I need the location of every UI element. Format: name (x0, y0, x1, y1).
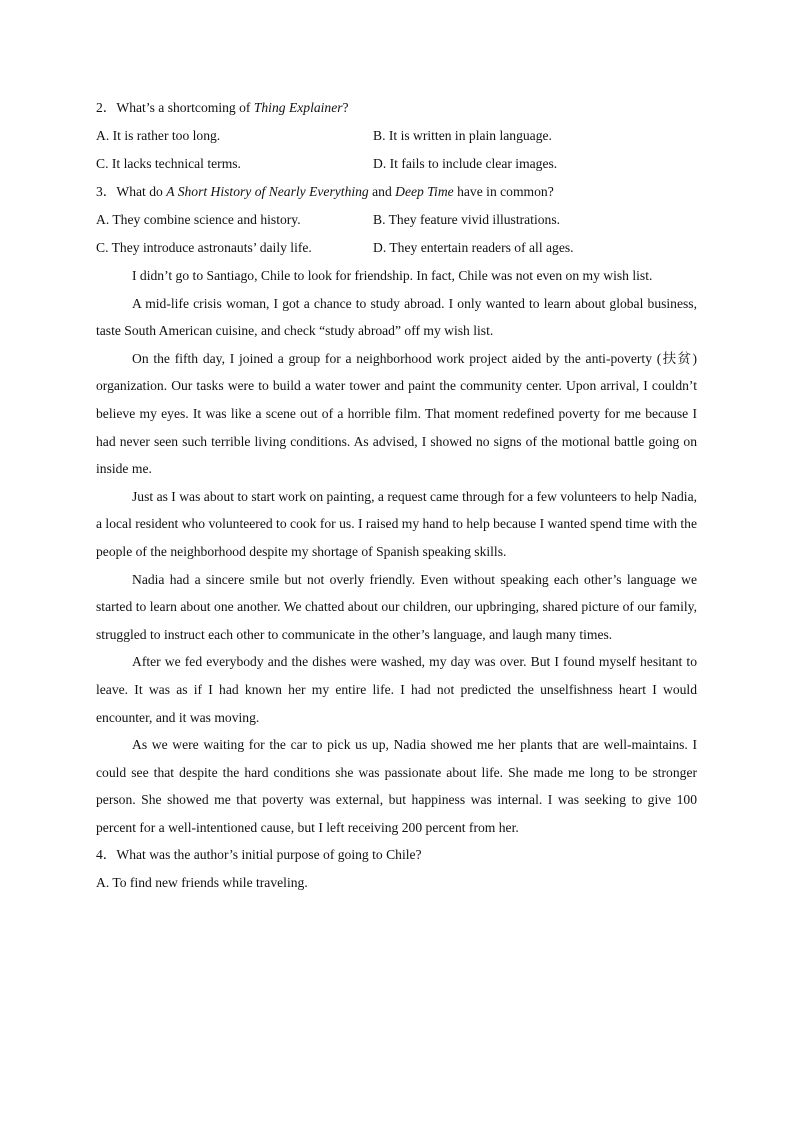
question-3-suffix: have in common? (453, 184, 554, 199)
question-3-mid: and (368, 184, 396, 199)
document-page (96, 94, 697, 897)
question-2-option-c: C. It lacks technical terms. (96, 156, 241, 171)
question-3-option-d: D. They entertain readers of all ages. (373, 240, 574, 255)
question-3-book-title-1: A Short History of Nearly Everything (166, 184, 369, 199)
question-2-option-a: A. It is rather too long. (96, 128, 221, 143)
question-4-option-a: A. To find new friends while traveling. (96, 875, 308, 891)
question-3-option-c: C. They introduce astronauts’ daily life. (96, 240, 312, 255)
question-2-options-row-1 (96, 122, 697, 150)
question-3-book-title-2: Deep Time (395, 184, 454, 199)
question-2 (96, 94, 697, 122)
question-2-option-b: B. It is written in plain language. (373, 128, 552, 143)
passage-paragraph-3: On the fifth day, I joined a group for a neighborhood work project aided by the anti-poverty (扶贫) organization. Our tasks were to build a water tower and paint the community center. Upon arrival, I couldn’t believe my eyes. It was like a scene out of a horrible film. That moment redefined poverty for me because I had never seen such terrible living conditions. As advised, I showed no signs of the motional battle going on inside me. (96, 350, 697, 477)
question-4: 4．What was the author’s initial purpose of going to Chile? (96, 847, 422, 863)
question-2-book-title: Thing Explainer (253, 100, 343, 115)
passage-paragraph-6: After we fed everybody and the dishes were washed, my day was over. But I found myself hesitant to leave. It was as if I had known her my entire life. I had not predicted the unselfishness heart I would encounter, and it was moving. (96, 654, 697, 725)
passage-paragraph-4: Just as I was about to start work on painting, a request came through for a few volunteers to help Nadia, a local resident who volunteered to cook for us. I raised my hand to help because I wanted spend time with the people of the neighborhood despite my shortage of Spanish speaking skills. (96, 488, 697, 559)
question-3 (96, 178, 697, 206)
question-3-options-row-2 (96, 234, 697, 262)
question-2-suffix: ? (342, 100, 349, 115)
passage-paragraph-7: As we were waiting for the car to pick us up, Nadia showed me her plants that are well-maintains. I could see that despite the hard conditions she was passionate about life. She made me long to be stronger person. She showed me that poverty was external, but happiness was internal. I was seeking to give 100 percent for a well-intentioned cause, but I left receiving 200 percent from her. (96, 737, 697, 835)
question-2-option-d: D. It fails to include clear images. (373, 156, 558, 171)
question-3-prefix: 3．What do (96, 184, 167, 199)
passage-paragraph-1: I didn’t go to Santiago, Chile to look for friendship. In fact, Chile was not even on my wish list. (132, 268, 653, 283)
question-3-options-row-1 (96, 206, 697, 234)
passage-paragraph-2: A mid-life crisis woman, I got a chance to study abroad. I only wanted to learn about global business, taste South American cuisine, and check “study abroad” off my wish list. (96, 295, 697, 339)
question-3-option-b: B. They feature vivid illustrations. (373, 212, 561, 227)
question-2-options-row-2 (96, 150, 697, 178)
passage-paragraph-5: Nadia had a sincere smile but not overly friendly. Even without speaking each other’s language we started to learn about one another. We chatted about our children, our upbringing, shared picture of our family, struggled to instruct each other to communicate in the other’s language, and laugh many times. (96, 571, 697, 642)
question-3-option-a: A. They combine science and history. (96, 212, 301, 227)
question-2-prefix: 2．What’s a shortcoming of (96, 100, 254, 115)
